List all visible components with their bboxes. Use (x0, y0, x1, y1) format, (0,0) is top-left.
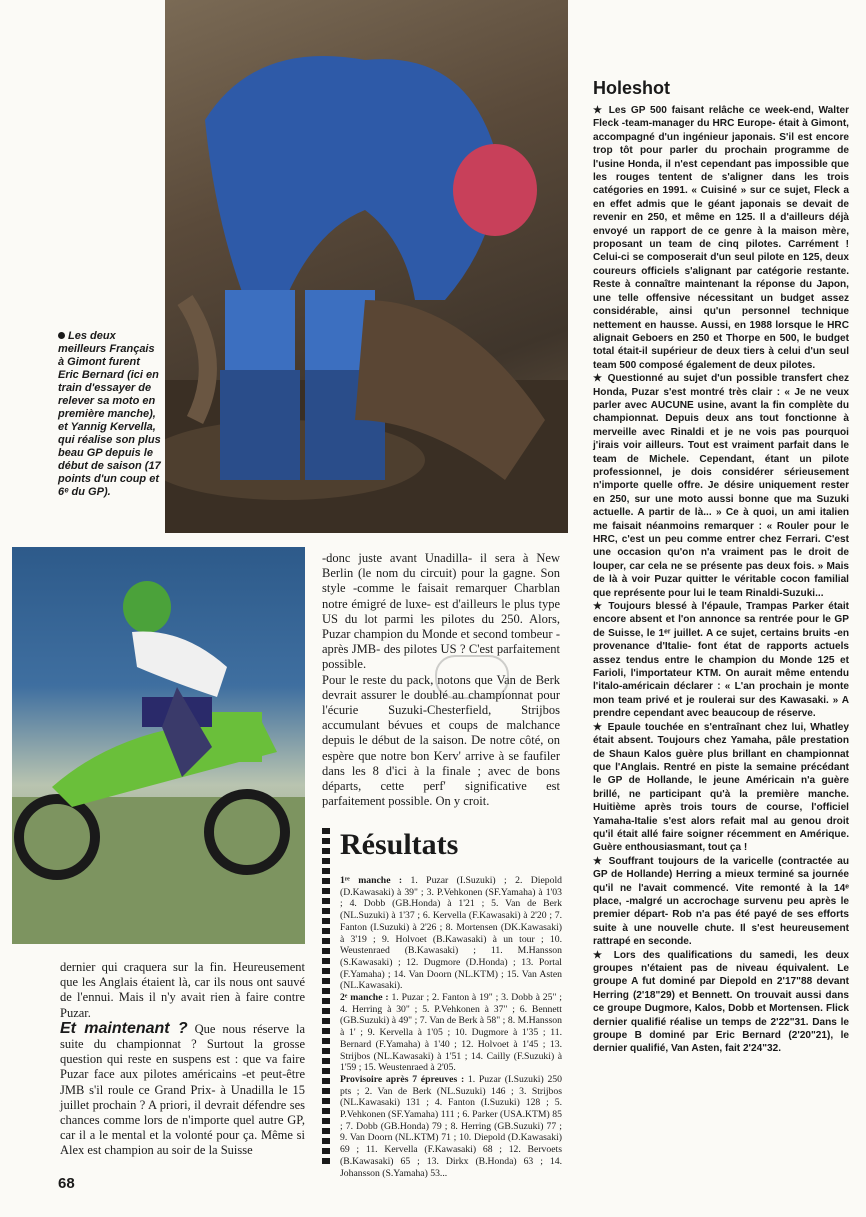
left-paragraph-2 (60, 1021, 305, 1159)
holeshot-paragraph: ★ Epaule touchée en s'entraînant chez lui, Whatley était absent. Toujours chez Yamaha, pâle prestation de Shaun Kalos guère plus brillant en championnat que l'Anglais. Rentré en piste la semaine précédant le GP de Hollande, le jeune Américain n'a guère brillé, ne participant qu'à la première manche. Huitième après trois tours de course, l'officiel Yamaha-Italie s'est alors refait mal au genou droit qu'il était allé faire soigner récemment en Amérique. Guère enthousiasmant, tout ça ! (593, 721, 849, 854)
caption-text: Les deux meilleurs Français à Gimont furent Eric Bernard (ici en train d'essayer de relever sa moto en première manche), et Yannig Kervella, qui réalise son plus beau GP depuis le début de saison (17 points d'un coup et 6ᵉ du GP). (58, 330, 161, 498)
middle-paragraph-2: Pour le reste du pack, notons que Van de Berk devrait assurer le doublé au championnat pour l'écurie Suzuki-Chesterfield, Strijbos accumulant bévues et coups de malchance depuis le début de la saison. De notre côté, on espère que notre bon Kerv' arrive à se faufiler dans les 8 d'ici à la finale ; avec de bons départs, cette perf' significative est parfaitement possible. On y croit. (322, 672, 560, 809)
photo-caption (58, 330, 163, 499)
rider-mud-illustration (165, 0, 568, 533)
holeshot-paragraph: ★ Questionné au sujet d'un possible transfert chez Honda, Puzar s'est montré très clair : « Je ne veux parler avec AUCUNE usine, avant la fin complète du championnat. Depuis deux ans tout fonctionne à merveille avec Rinaldi et je ne vois pas pourquoi j'irais voir ailleurs. Tout est vraiment parfait dans le team de Michele. Cependant, étant un pilote professionnel, je dois considérer sérieusement n'importe quelle offre. Je désire uniquement rester en 250, sur une moto aussi bonne que ma Suzuki actuelle. A partir de là... » Ce à quoi, un ami italien me faisait néanmoins remarquer : « Rouler pour le HRC, c'est un peu comme entrer chez Ferrari. C'est une occasion qu'on n'a vraiment pas le droit de louper, car cela ne se présente pas deux fois. » Mais de là à voir Puzar quitter le véritable cocon familial que représente pour lui le team Rinaldi-Suzuki... (593, 373, 849, 599)
holeshot-paragraph: ★ Souffrant toujours de la varicelle (contractée au GP de Hollande) Herring a mieux terminé sa journée qu'il ne l'avait commencé. Vite remonté à la 14ᵉ place, -malgré un accrochage survenu peu après le premier départ- Rob n'a pas été payé de ses efforts suite à une nouvelle chute. Il s'est heureusement rattrapé en seconde. (593, 855, 849, 948)
results-first-race: 1. Puzar (I.Suzuki) ; 2. Diepold (D.Kawasaki) à 39" ; 3. P.Vehkonen (SF.Yamaha) à 1'03 ; 4. Dobb (GB.Honda) à 1'21 ; 5. Van de Berk (NL.Suzuki) à 1'37 ; 6. Kervella (F.Kawasaki) à 2'20 ; 7. Fanton (I.Suzuki) à 2'26 ; 8. Mortensen (DK.Kawasaki) à 3'19 ; 9. Holvoet (B.Kawasaki) à un tour ; 10. Weustenraed (B.Kawasaki) ; 11. M.Hansson (S.Kawasaki) ; 12. Dugmore (D.Honda) ; 13. Portal (F.Yamaha) ; 14. Van Doorn (NL.KTM) ; 15. Van Asten (NL.Kawasaki). (340, 875, 562, 992)
holeshot-paragraph: ★ Les GP 500 faisant relâche ce week-end, Walter Fleck -team-manager du HRC Europe- était à Gimont, accompagné d'un ingénieur japonais. S'il est encore trop tôt pour parler du prochain programme de l'usine Honda, il n'est cependant pas impossible que les rouges tentent de s'aligner dans les trois catégories en 1991. « Cuisiné » sur ce sujet, Fleck a en effet admis que le géant japonais se devait de revenir en 250, et même en 125. Il a d'ailleurs déjà envoyé un rapport de ce genre à la maison mère, proposant un team de cinq pilotes. Carrément ! Celui-ci se composerait d'un seul pilote en 125, deux coureurs officiels s'alignant par catégorie restante. Reste à connaître maintenant la réponse du Japon, une telle offensive nécessitant un budget assez considérable, ainsi qu'un personnel technique nettement en hausse. Aussi, en 1988 lorsque le HRC alignait Geboers en 250 et Thorpe en 500, le budget total était-il supérieur de deux tiers à celui d'un seul team 500 composé également de deux pilotes. (593, 105, 849, 371)
bullet-icon (58, 332, 65, 339)
photo-rider-in-mud (165, 0, 568, 533)
results-second-race: 1. Puzar ; 2. Fanton à 19" ; 3. Dobb à 25" ; 4. Herring à 30" ; 5. P.Vehkonen à 37" ; 6. Bennett (GB.Suzuki) à 49" ; 7. Van de Berk à 58" ; 8. M.Hansson à 1' ; 9. Kervella à 1'05 ; 10. Dugmore à 1'35 ; 11. Bernard (F.Yamaha) à 1'40 ; 12. Holvoet à 1'45 ; 13. Strijbos (NL.Kawasaki) à 1'51 ; 14. Cailly (F.Suzuki) à 1'59 ; 15. Weustenraed à 2'05. (340, 992, 563, 1074)
results-standings-label: Provisoire après 7 épreuves : (340, 1073, 465, 1085)
holeshot-title: Holeshot (593, 78, 671, 98)
results-first-race-label: 1ʳᵉ manche : (340, 875, 403, 886)
photo-kawasaki-jump (12, 547, 305, 944)
holeshot-paragraph: ★ Lors des qualifications du samedi, les deux groupes n'étaient pas de niveau équivalent. Le groupe A fut dominé par Diepold en 2'17"88 devant Herring (2'18"29) et Bennett. On trouvait aussi dans ce groupe Dugmore, Kalos, Dobb et Mortensen. Flick dernier qualifié réalise un temps de 2'22"31. Dans le groupe B dominé par Eric Bernard (2'20"21), le dernier qualifié, Van Asten, fait 2'24"32. (593, 949, 849, 1055)
page-number: 68 (58, 1175, 75, 1192)
holeshot-column (593, 104, 849, 1056)
left-column (60, 960, 305, 1159)
middle-paragraph-1: -donc juste avant Unadilla- il sera à New Berlin (le nom du circuit) pour la gagne. Son style -comme le faisait remarquer Charblan notre émigré de luxe- est d'ailleurs le plus type US du lot parmi les pilotes du 250. Alors, Puzar champion du Monde et second tombeur -après JMB- des pilotes US ? C'est parfaitement possible. (322, 551, 560, 672)
kawasaki-rider-illustration (12, 547, 305, 944)
left-paragraph-2-text: Que nous réserve la suite du championnat ? Surtout la grosse question qui reste en suspens est : que va faire Puzar face aux pilotes américains -et peut-être JMB s'il roule ce Grand Prix- à Unadilla le 15 juillet prochain ? A priori, il devrait défendre ses chances comme lors de n'importe quel autre GP, car il a le mental et la volonté pour ça. Même si Alex est champion au soir de la Suisse (60, 1021, 305, 1158)
results-text (340, 875, 562, 1179)
results-title: Résultats (340, 828, 459, 861)
section-lead-et-maintenant: Et maintenant ? (60, 1019, 188, 1037)
watermark-stamp (435, 655, 509, 699)
holeshot-paragraph: ★ Toujours blessé à l'épaule, Trampas Parker était encore absent et l'on annonce sa rentrée pour le GP de Suisse, le 1ᵉʳ juillet. A ce sujet, certains bruits -en provenance d'Italie- font état de rapports actuels assez tendus entre le champion du Monde 125 et Farioli, l'importateur KTM. On aurait même entendu l'italo-américain déclarer : « L'an prochain je monte mon team privé et je roulerai sur des Kawasaki. » A prendre cependant avec beaucoup de réserve. (593, 601, 849, 720)
results-dotted-border (322, 828, 330, 1168)
left-paragraph-1: dernier qui craquera sur la fin. Heureusement que les Anglais étaient là, car ils nous ont sauvé de l'ennui. Mais il n'y avait rien à faire contre Puzar. (60, 960, 305, 1020)
results-standings: 1. Puzar (I.Suzuki) 250 pts ; 2. Van de Berk (NL.Suzuki) 146 ; 3. Strijbos (NL.Kawasaki) 131 ; 4. Fanton (I.Suzuki) 128 ; 5. P.Vehkonen (SF.Yamaha) 111 ; 6. Parker (USA.KTM) 85 ; 7. Dobb (GB.Honda) 79 ; 8. Herring (GB.Suzuki) 77 ; 9. Van Doorn (NL.KTM) 71 ; 10. Diepold (D.Kawasaki) 69 ; 11. Kervella (F.Kawasaki) 68 ; 12. Bervoets (B.Kawasaki) 65 ; 13. Dirkx (B.Honda) 63 ; 14. Johansson (S.Yamaha) 53... (340, 1073, 562, 1179)
results-second-race-label: 2ᵉ manche : (340, 992, 389, 1004)
